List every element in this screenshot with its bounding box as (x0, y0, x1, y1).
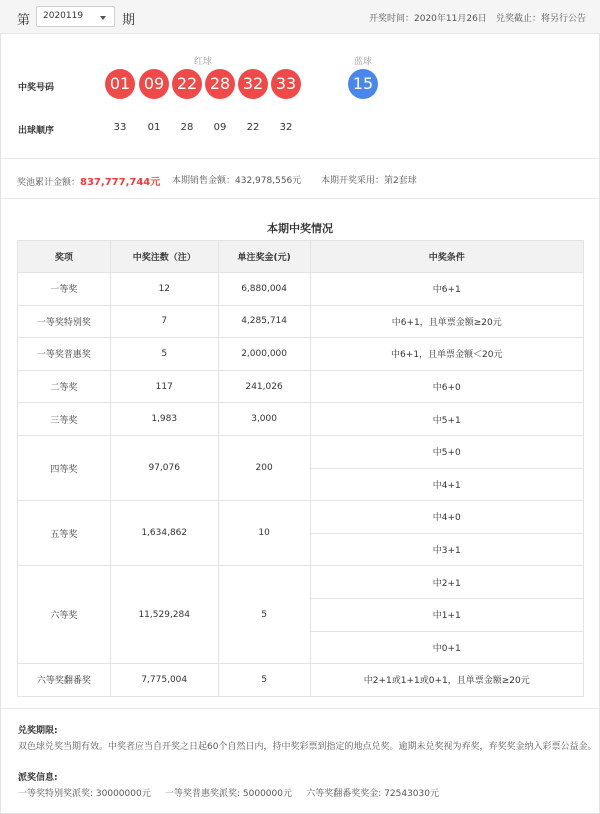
prize-condition: 中3+1 (310, 533, 583, 566)
prize-condition: 中1+1 (310, 598, 583, 631)
red-ball-title: 红球 (194, 57, 213, 67)
prize-count: 1,983 (110, 403, 218, 436)
prize-condition: 中4+0 (310, 501, 583, 534)
prize-count: 117 (110, 370, 218, 403)
draw-order-3: 28 (180, 122, 194, 133)
draw-order-4: 09 (213, 122, 227, 133)
prize-condition: 中2+1 (310, 566, 583, 599)
issue-label-before: 第 (17, 13, 31, 28)
draw-time: 开奖时间：2020年11月26日 (369, 14, 487, 24)
payout-info-text: 一等奖特别奖派奖: 30000000元 一等奖普惠奖派奖: 5000000元 六等奖翻番奖奖金: 72543030元 (18, 789, 439, 799)
prize-amount: 3,000 (218, 403, 310, 436)
prize-name: 一等奖普惠奖 (18, 338, 111, 371)
prize-name: 三等奖 (18, 403, 111, 436)
prize-section-title: 本期中奖情况 (267, 222, 333, 235)
prize-amount: 200 (218, 435, 310, 500)
prize-count: 11,529,284 (110, 566, 218, 664)
sales-amount (172, 173, 301, 186)
blue-ball: 15 (348, 69, 378, 99)
table-row (18, 664, 584, 697)
draw-order-6: 32 (279, 122, 293, 133)
table-row (18, 403, 584, 436)
table-row (18, 273, 584, 306)
winning-numbers-label: 中奖号码 (18, 83, 55, 93)
divider (0, 158, 600, 159)
prize-condition: 中0+1 (310, 631, 583, 664)
jackpot-pool-value: 837,777,744元 (80, 177, 161, 188)
chevron-down-icon (100, 16, 106, 20)
issue-label-after: 期 (122, 13, 136, 28)
prize-amount: 10 (218, 501, 310, 566)
col-header-condition: 中奖条件 (310, 241, 583, 273)
prize-condition: 中2+1或1+1或0+1，且单票金额≥20元 (310, 664, 583, 697)
prize-condition: 中6+0 (310, 370, 583, 403)
red-ball-2: 09 (139, 69, 169, 99)
prize-count: 97,076 (110, 435, 218, 500)
prize-condition: 中4+1 (310, 468, 583, 501)
table-row (18, 501, 584, 534)
prize-amount: 5 (218, 664, 310, 697)
ball-set-value: 第2套球 (384, 176, 417, 186)
red-ball-3: 22 (172, 69, 202, 99)
redeem-period-title: 兑奖期限: (18, 726, 58, 736)
prize-count: 1,634,862 (110, 501, 218, 566)
blue-ball-title: 蓝球 (354, 57, 373, 67)
prize-count: 5 (110, 338, 218, 371)
prize-condition: 中6+1 (310, 273, 583, 306)
prize-table (17, 240, 584, 697)
prize-amount: 5 (218, 566, 310, 664)
issue-select-value: 2020119 (43, 11, 84, 21)
table-row (18, 338, 584, 371)
prize-name: 一等奖特别奖 (18, 305, 111, 338)
prize-name: 二等奖 (18, 370, 111, 403)
red-ball-5: 32 (238, 69, 268, 99)
draw-order-label: 出球顺序 (18, 126, 55, 136)
table-row (18, 435, 584, 468)
ball-set (321, 173, 417, 186)
jackpot-pool (17, 173, 160, 188)
divider (0, 708, 600, 709)
prize-name: 五等奖 (18, 501, 111, 566)
prize-count: 12 (110, 273, 218, 306)
red-ball-4: 28 (205, 69, 235, 99)
sales-amount-value: 432,978,556元 (235, 176, 302, 186)
table-row (18, 305, 584, 338)
prize-name: 六等奖翻番奖 (18, 664, 111, 697)
issue-select[interactable] (36, 6, 115, 27)
prize-count: 7 (110, 305, 218, 338)
sales-amount-label: 本期销售金额： (172, 176, 236, 186)
prize-amount: 2,000,000 (218, 338, 310, 371)
prize-table-header (18, 241, 584, 273)
issue-header (0, 0, 600, 34)
payout-info-title: 派奖信息: (18, 773, 58, 783)
col-header-prize: 奖项 (18, 241, 111, 273)
prize-name: 一等奖 (18, 273, 111, 306)
col-header-amount: 单注奖金(元) (218, 241, 310, 273)
prize-condition: 中6+1，且单票金额≥20元 (310, 305, 583, 338)
prize-name: 六等奖 (18, 566, 111, 664)
draw-order-1: 33 (113, 122, 127, 133)
col-header-count: 中奖注数（注） (110, 241, 218, 273)
divider (0, 198, 600, 199)
prize-condition: 中5+0 (310, 435, 583, 468)
prize-amount: 4,285,714 (218, 305, 310, 338)
jackpot-pool-label: 奖池累计金额： (17, 178, 81, 188)
ball-set-label: 本期开奖采用： (321, 176, 385, 186)
red-ball-1: 01 (105, 69, 135, 99)
prize-condition: 中6+1，且单票金额＜20元 (310, 338, 583, 371)
draw-order-2: 01 (147, 122, 161, 133)
prize-condition: 中5+1 (310, 403, 583, 436)
redeem-period-text: 双色球兑奖当期有效。中奖者应当自开奖之日起60个自然日内，持中奖彩票到指定的地点兑奖。逾期未兑奖视为弃奖，弃奖奖金纳入彩票公益金。 (18, 742, 597, 752)
table-row (18, 370, 584, 403)
draw-order-5: 22 (246, 122, 260, 133)
table-row (18, 566, 584, 599)
prize-amount: 241,026 (218, 370, 310, 403)
red-ball-6: 33 (271, 69, 301, 99)
prize-amount: 6,880,004 (218, 273, 310, 306)
prize-name: 四等奖 (18, 435, 111, 500)
prize-count: 7,775,004 (110, 664, 218, 697)
redeem-deadline: 兑奖截止：将另行公告 (496, 14, 587, 24)
